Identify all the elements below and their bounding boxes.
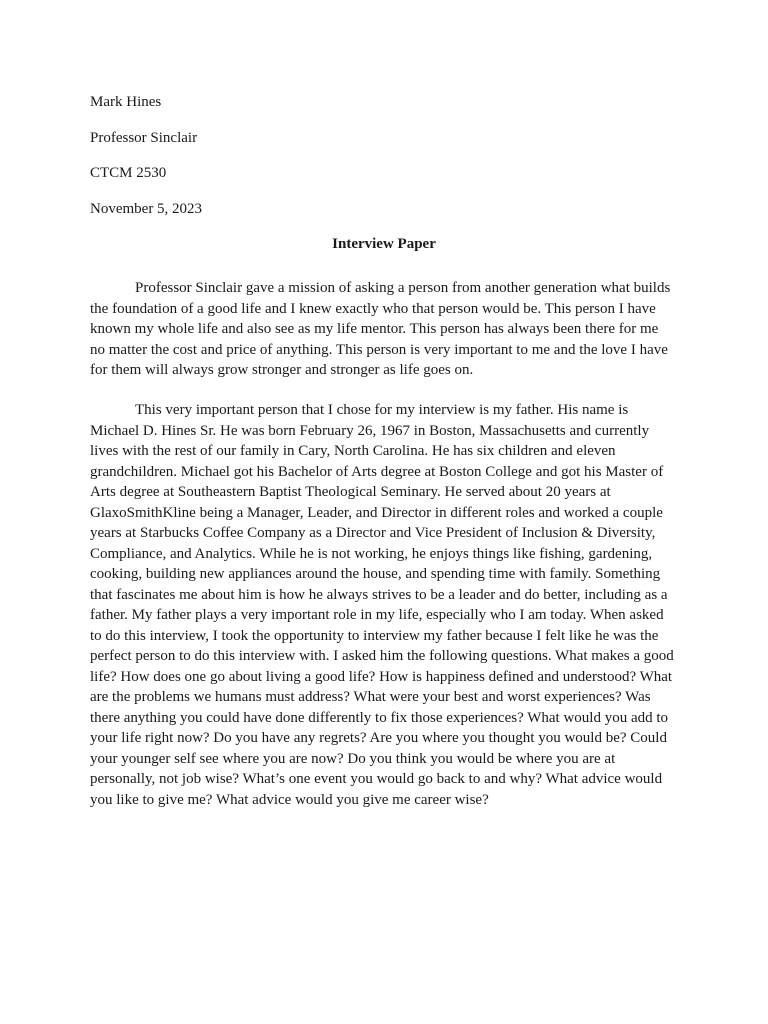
- paragraph-line: your younger self see where you are now? Do you think you would be where you are at: [90, 750, 616, 767]
- paragraph-line: GlaxoSmithKline being a Manager, Leader, and Director in different roles and worked a couple: [90, 504, 663, 521]
- professor-name: Professor Sinclair: [90, 130, 198, 146]
- paragraph-line: your life right now? Do you have any regrets? Are you where you thought you would be? Could: [90, 730, 667, 746]
- paragraph-line: you like to give me? What advice would you give me career wise?: [90, 791, 489, 808]
- author-name: Mark Hines: [90, 94, 162, 110]
- paragraph-line: lives with the rest of our family in Cary, North Carolina. He has six children and eleven: [90, 443, 616, 459]
- paragraph-line: years at Starbucks Coffee Company as a Director and Vice President of Inclusion & Diversity,: [90, 525, 656, 541]
- paragraph-line: Professor Sinclair gave a mission of asking a person from another generation what builds: [135, 280, 671, 296]
- document-title: Interview Paper: [332, 236, 436, 252]
- paragraph-line: that fascinates me about him is how he always strives to be a leader and do better, including as a: [90, 586, 668, 603]
- paragraph-line: perfect person to do this interview with. I asked him the following questions. What makes a good: [90, 648, 674, 664]
- paragraph-line: cooking, building new appliances around the house, and spending time with family. Something: [90, 566, 661, 582]
- paragraph-body: [90, 400, 680, 810]
- paragraph-line: Michael D. Hines Sr. He was born February 26, 1967 in Boston, Massachusetts and currently: [90, 422, 650, 439]
- paragraph-line: father. My father plays a very important role in my life, especially who I am today. When asked: [90, 607, 664, 623]
- paragraph-intro: [90, 278, 680, 381]
- document-date: November 5, 2023: [90, 201, 203, 217]
- paragraph-line: life? How does one go about living a good life? How is happiness defined and understood? What: [90, 668, 673, 685]
- paragraph-line: no matter the cost and price of anything. This person is very important to me and the love I have: [90, 341, 668, 358]
- course-code: CTCM 2530: [90, 165, 167, 181]
- paragraph-line: This very important person that I chose for my interview is my father. His name is: [135, 402, 629, 418]
- paragraph-line: to do this interview, I took the opportunity to interview my father because I felt like he was the: [90, 627, 659, 644]
- paragraph-line: are the problems we humans must address? What were your best and worst experiences? Was: [90, 689, 651, 705]
- paragraph-line: grandchildren. Michael got his Bachelor of Arts degree at Boston College and got his Master of: [90, 463, 664, 480]
- paragraph-line: Arts degree at Southeastern Baptist Theological Seminary. He served about 20 years at: [90, 484, 611, 500]
- paragraph-line: known my whole life and also see as my life mentor. This person has always been there for me: [90, 321, 659, 337]
- paragraph-line: the foundation of a good life and I knew exactly who that person would be. This person I have: [90, 300, 656, 317]
- paragraph-line: personally, not job wise? What’s one event you would go back to and why? What advice would: [90, 771, 663, 787]
- paragraph-line: there anything you could have done differently to fix those experiences? What would you add to: [90, 709, 669, 726]
- paragraph-line: for them will always grow stronger and stronger as life goes on.: [90, 362, 474, 378]
- paragraph-line: Compliance, and Analytics. While he is not working, he enjoys things like fishing, gardening,: [90, 545, 653, 562]
